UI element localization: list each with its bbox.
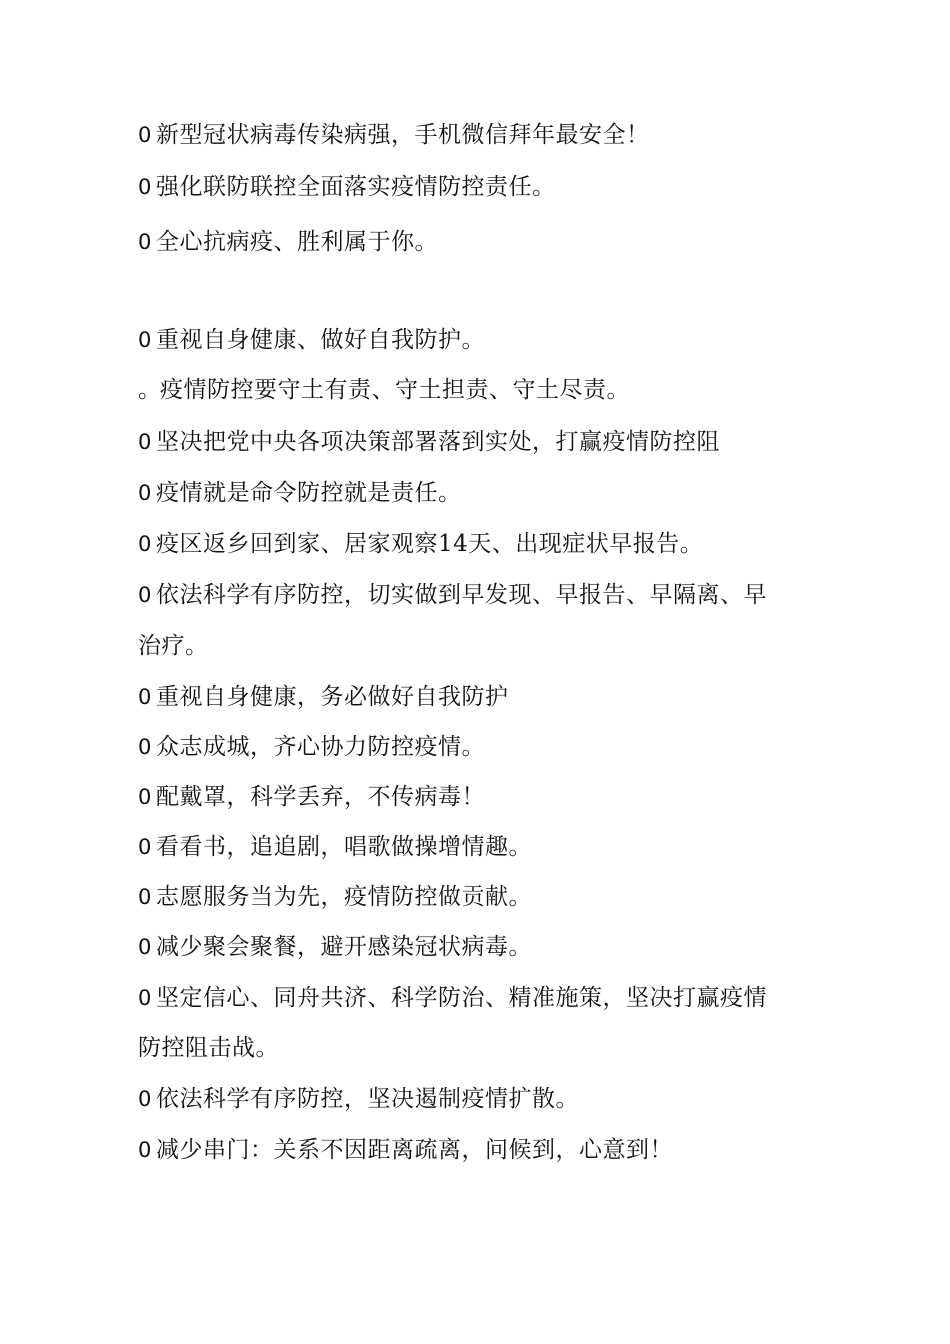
- bullet-marker: 0: [138, 532, 152, 556]
- bullet-marker: 0: [138, 1138, 152, 1162]
- slogan-line: [138, 427, 720, 457]
- bullet-marker: 0: [138, 885, 152, 909]
- slogan-text: 治疗。: [138, 633, 209, 659]
- bullet-marker: 0: [138, 430, 152, 454]
- slogan-line-continuation: [138, 631, 209, 661]
- bullet-marker: 0: [138, 835, 152, 859]
- slogan-line: [138, 1135, 673, 1165]
- bullet-marker: 0: [138, 986, 152, 1010]
- slogan-text: 强化联防联控全面落实疫情防控责任。: [156, 174, 556, 200]
- slogan-text: 重视自身健康、做好自我防护。: [156, 327, 485, 353]
- bullet-marker: 0: [138, 123, 152, 147]
- slogan-line: [138, 682, 509, 712]
- slogan-line: [138, 120, 650, 150]
- slogan-line: [138, 732, 485, 762]
- slogan-line: [138, 478, 462, 508]
- slogan-text: 减少串门：关系不因距离疏离，问候到，心意到！: [156, 1137, 673, 1163]
- bullet-marker: 。: [138, 377, 162, 403]
- slogan-line: [138, 580, 767, 610]
- slogan-line: [138, 172, 556, 202]
- bullet-marker: 0: [138, 481, 152, 505]
- slogan-line: [138, 983, 767, 1013]
- slogan-text: 志愿服务当为先，疫情防控做贡献。: [156, 884, 532, 910]
- slogan-line: [138, 932, 532, 962]
- slogan-line: [138, 882, 532, 912]
- slogan-text: 坚决把党中央各项决策部署落到实处，打赢疫情防控阻: [156, 429, 720, 455]
- slogan-text: 疫情就是命令防控就是责任。: [156, 480, 462, 506]
- bullet-marker: 0: [138, 735, 152, 759]
- slogan-line: [138, 227, 438, 257]
- slogan-text: 全心抗病疫、胜利属于你。: [156, 229, 438, 255]
- slogan-text: 坚定信心、同舟共济、科学防治、精准施策，坚决打赢疫情: [156, 985, 767, 1011]
- slogan-text: 重视自身健康，务必做好自我防护: [156, 684, 509, 710]
- bullet-marker: 0: [138, 328, 152, 352]
- bullet-marker: 0: [138, 230, 152, 254]
- slogan-text: 依法科学有序防控，坚决遏制疫情扩散。: [156, 1086, 579, 1112]
- slogan-text: 疫情防控要守土有责、守土担责、守土尽责。: [160, 377, 630, 403]
- slogan-line: [138, 832, 532, 862]
- slogan-text: 减少聚会聚餐，避开感染冠状病毒。: [156, 934, 532, 960]
- slogan-text: 配戴罩，科学丢弃，不传病毒！: [156, 784, 485, 810]
- bullet-marker: 0: [138, 175, 152, 199]
- slogan-line: [138, 782, 485, 812]
- slogan-text: 看看书，追追剧，唱歌做操增情趣。: [156, 834, 532, 860]
- slogan-text: 依法科学有序防控，切实做到早发现、早报告、早隔离、早: [156, 582, 767, 608]
- slogan-line-continuation: [138, 1033, 279, 1063]
- slogan-line: [138, 375, 630, 405]
- bullet-marker: 0: [138, 785, 152, 809]
- slogan-text: 新型冠状病毒传染病强，手机微信拜年最安全！: [156, 122, 650, 148]
- slogan-line: [138, 529, 703, 559]
- slogan-text: 众志成城，齐心协力防控疫情。: [156, 734, 485, 760]
- slogan-line: [138, 1084, 579, 1114]
- bullet-marker: 0: [138, 1087, 152, 1111]
- bullet-marker: 0: [138, 583, 152, 607]
- bullet-marker: 0: [138, 685, 152, 709]
- bullet-marker: 0: [138, 935, 152, 959]
- slogan-text: 疫区返乡回到家、居家观察14天、出现症状早报告。: [156, 531, 704, 557]
- slogan-line: [138, 325, 485, 355]
- slogan-text: 防控阻击战。: [138, 1035, 279, 1061]
